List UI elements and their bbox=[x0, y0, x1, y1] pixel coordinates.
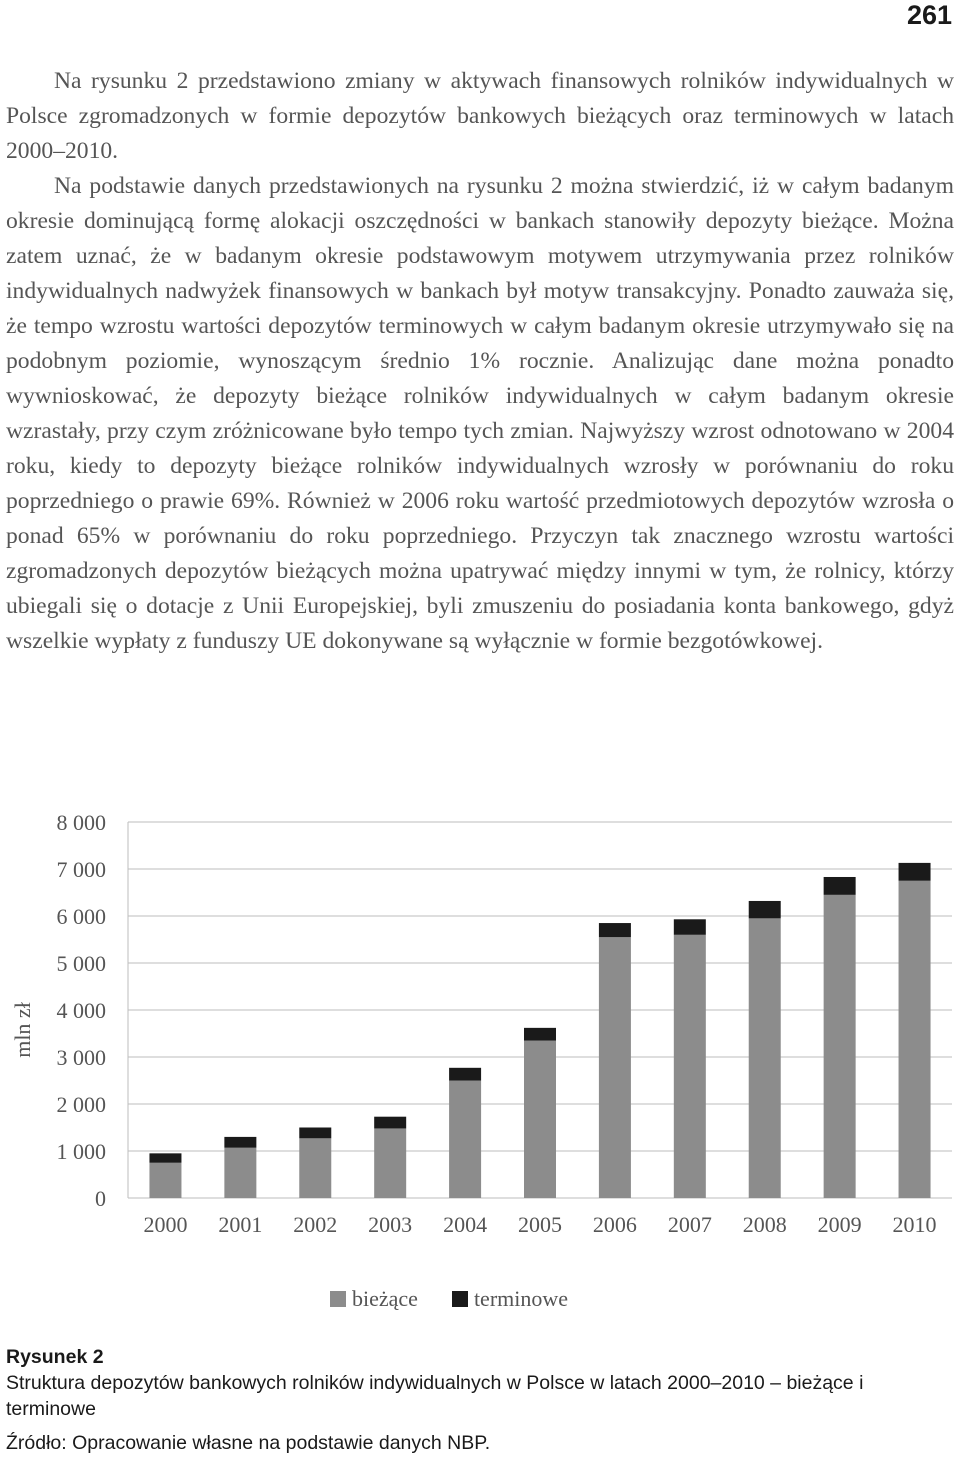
page-number: 261 bbox=[906, 0, 952, 30]
bar-biezace bbox=[524, 1041, 556, 1198]
bar-terminowe bbox=[374, 1117, 406, 1129]
legend-swatch-terminowe bbox=[452, 1291, 468, 1307]
bar-terminowe bbox=[524, 1028, 556, 1041]
bar-terminowe bbox=[449, 1068, 481, 1081]
figure-source: Źródło: Opracowanie własne na podstawie danych NBP. bbox=[6, 1432, 491, 1454]
bar-terminowe bbox=[899, 863, 931, 881]
y-tick-label: 6 000 bbox=[56, 904, 106, 929]
bar-biezace bbox=[224, 1148, 256, 1198]
bar-terminowe bbox=[749, 901, 781, 918]
bar-biezace bbox=[899, 881, 931, 1198]
bar-biezace bbox=[824, 895, 856, 1198]
bar-terminowe bbox=[224, 1137, 256, 1148]
y-tick-label: 5 000 bbox=[56, 951, 106, 976]
x-tick-label: 2004 bbox=[443, 1212, 488, 1237]
y-axis-title: mln zł bbox=[10, 1002, 35, 1058]
y-tick-label: 4 000 bbox=[56, 998, 106, 1023]
deposits-chart bbox=[0, 800, 960, 1237]
bar-biezace bbox=[149, 1163, 181, 1198]
figure-label: Rysunek 2 bbox=[6, 1346, 104, 1368]
y-tick-label: 3 000 bbox=[56, 1045, 106, 1070]
paragraph-1: Na rysunku 2 przedstawiono zmiany w aktywach finansowych rolników indywidualnych w Polsce zgromadzonych w formie depozytów bankowych bieżących oraz terminowych w latach 2000–2010. bbox=[6, 68, 954, 164]
bar-terminowe bbox=[599, 923, 631, 937]
x-tick-label: 2000 bbox=[143, 1212, 188, 1237]
legend-swatch-biezace bbox=[330, 1291, 346, 1307]
bar-terminowe bbox=[299, 1128, 331, 1139]
bar-biezace bbox=[374, 1128, 406, 1198]
x-tick-label: 2006 bbox=[592, 1212, 637, 1237]
bar-terminowe bbox=[674, 919, 706, 935]
bar-terminowe bbox=[824, 877, 856, 895]
x-tick-label: 2002 bbox=[293, 1212, 338, 1237]
legend-item-biezace bbox=[330, 1286, 418, 1312]
bar-biezace bbox=[674, 935, 706, 1198]
bar-biezace bbox=[749, 918, 781, 1198]
paragraph-2: Na podstawie danych przedstawionych na rysunku 2 można stwierdzić, iż w całym badanym okresie dominującą formę alokacji oszczędności w bankach stanowiły depozyty bieżące. Można zatem uznać, że w badanym okresie podstawowym motywem utrzymywania przez rolników indywidualnych nadwyżek finansowych w bankach był motyw transakcyjny. Ponadto zauważa się, że tempo wzrostu wartości depozytów terminowych w całym badanym okresie utrzymywało się na podobnym poziomie, wynoszącym średnio 1% rocznie. Analizując dane można ponadto wywnioskować, że depozyty bieżące rolników indywidualnych w całym badanym okresie wzrastały, przy czym zróżnicowane było tempo tych zmian. Najwyższy wzrost odnotowano w 2004 roku, kiedy to depozyty bieżące rolników indywidualnych wzrosły w porównaniu do roku poprzedniego o prawie 69%. Również w 2006 roku wartość przedmiotowych depozytów wzrosła o ponad 65% w porównaniu do roku poprzedniego. Przyczyn tak znacznego wzrostu wartości zgromadzonych depozytów bieżących można upatrywać między innymi w tym, że rolnicy, którzy ubiegali się o dotacje z Unii Europejskiej, byli zmuszeniu do posiadania konta bankowego, gdyż wszelkie wypłaty z funduszy UE dokonywane są wyłącznie w formie bezgotówkowej. bbox=[6, 173, 954, 654]
y-tick-label: 2 000 bbox=[56, 1092, 106, 1117]
x-tick-label: 2010 bbox=[892, 1212, 937, 1237]
body-text bbox=[6, 64, 954, 659]
y-tick-label: 0 bbox=[95, 1186, 106, 1211]
y-tick-label: 7 000 bbox=[56, 857, 106, 882]
bar-biezace bbox=[599, 937, 631, 1198]
x-tick-label: 2009 bbox=[817, 1212, 862, 1237]
legend-item-terminowe bbox=[452, 1286, 568, 1312]
bar-biezace bbox=[299, 1138, 331, 1198]
bar-terminowe bbox=[149, 1153, 181, 1162]
figure-caption bbox=[6, 1344, 956, 1456]
chart-legend bbox=[330, 1286, 602, 1312]
legend-label-terminowe: terminowe bbox=[473, 1286, 569, 1311]
y-tick-label: 1 000 bbox=[56, 1139, 106, 1164]
figure-title: Struktura depozytów bankowych rolników indywidualnych w Polsce w latach 2000–2010 – bieżące i terminowe bbox=[6, 1372, 864, 1420]
chart-svg bbox=[0, 800, 960, 1237]
x-tick-label: 2001 bbox=[218, 1212, 263, 1237]
legend-label-biezace: bieżące bbox=[352, 1286, 418, 1311]
y-tick-label: 8 000 bbox=[56, 810, 106, 835]
x-tick-label: 2003 bbox=[368, 1212, 413, 1237]
x-tick-label: 2007 bbox=[667, 1212, 712, 1237]
bar-biezace bbox=[449, 1081, 481, 1199]
x-tick-label: 2008 bbox=[742, 1212, 787, 1237]
x-tick-label: 2005 bbox=[518, 1212, 562, 1237]
